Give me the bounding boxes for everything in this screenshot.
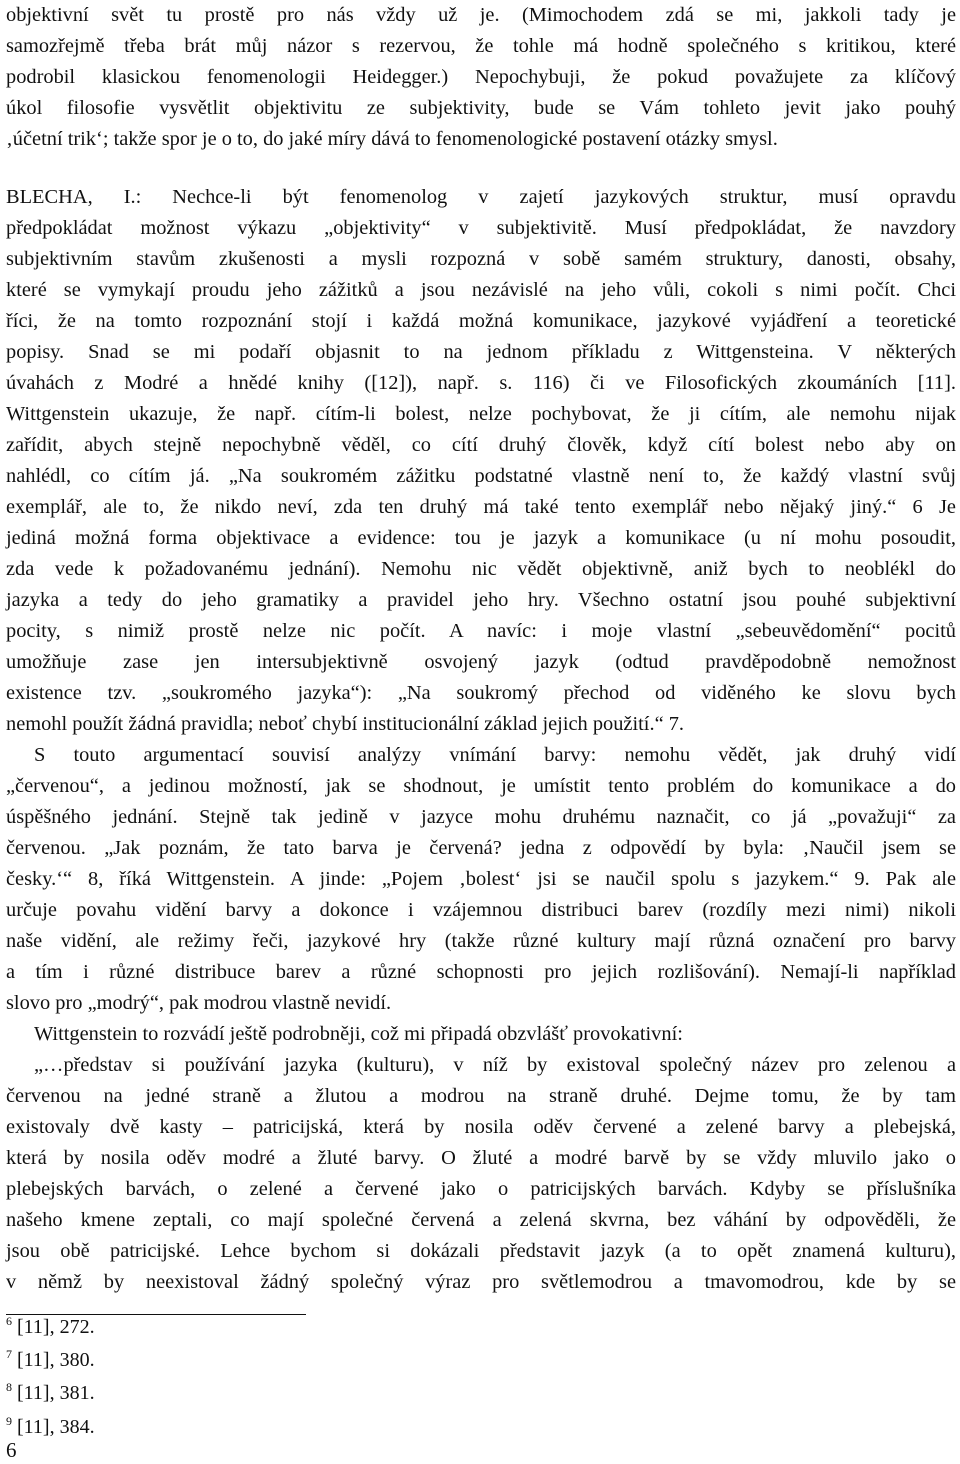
footnote-mark: 7 [6, 1347, 12, 1361]
quote-line: plebejských barvách, o zelené a červené jako o patricijských barvách. Kdyby se příslušníka [6, 1178, 956, 1200]
footnote-mark: 6 [6, 1314, 12, 1328]
text-line: nemohl použít žádná pravidla; neboť chybí institucionální základ jejich použití.“ 7. [6, 713, 685, 735]
text-line: S touto argumentací souvisí analýzy vnímání barvy: nemohu vědět, jak druhý vidí [34, 744, 956, 766]
text-line: zařídit, abych stejně nepochybně věděl, co cítí druhý člověk, když cítí bolest nebo aby on [6, 434, 956, 456]
text-line: BLECHA, I.: Nechce-li být fenomenolog v zajetí jazykových struktur, musí opravdu [6, 186, 956, 208]
text-line: Wittgenstein ukazuje, že např. cítím-li bolest, nelze pochybovat, že ji cítím, ale nemohu nijak [6, 403, 956, 425]
footnote-mark: 8 [6, 1380, 12, 1394]
quote-line: „…představ si používání jazyka (kulturu), v níž by existoval společný název pro zelenou a [34, 1054, 956, 1076]
footnote-mark: 9 [6, 1414, 12, 1428]
text-line: podrobil klasickou fenomenologii Heidegger.) Nepochybuji, že pokud považujete za klíčový [6, 66, 956, 88]
footnote [6, 1415, 95, 1439]
quote-line: jsou obě patricijské. Lehce bychom si dokázali představit jazyk (a to opět znamená kulturu), [6, 1240, 956, 1262]
text-line: česky.‘“ 8, říká Wittgenstein. A jinde: „Pojem ‚bolest‘ jsi se naučil spolu s jazykem.“ 9. Pak ale [6, 868, 956, 890]
text-line: pocity, s nimiž prostě nelze nic počít. A navíc: i moje vlastní „sebeuvědomění“ pocitů [6, 620, 956, 642]
text-line: úvahách z Modré a hnědé knihy ([12]), např. s. 116) či ve Filosofických zkoumáních [11]. [6, 372, 956, 394]
text-line: popisy. Snad se mi podaří objasnit to na jednom příkladu z Wittgensteina. V některých [6, 341, 956, 363]
text-line: zda vede k požadovanému jednání). Nemohu nic vědět objektivně, aniž bych to neoblékl do [6, 558, 956, 580]
text-line: umožňuje zase jen intersubjektivně osvojený jazyk (odtud pravděpodobně nemožnost [6, 651, 956, 673]
text-line: exemplář, ale to, že nikdo neví, zda ten druhý má také tento exemplář nebo nějaký jiný.“ 6 Je [6, 496, 956, 518]
footnote [6, 1315, 95, 1339]
quote-line: v němž by neexistoval žádný společný výraz pro světlemodrou a tmavomodrou, kde by se [6, 1271, 956, 1293]
footnote [6, 1348, 95, 1372]
footnote-text: [11], 272. [17, 1316, 95, 1338]
quote-line: která by nosila oděv modré a žluté barvy. O žluté a modré barvě by se vždy mluvilo jako o [6, 1147, 956, 1169]
text-line: ‚účetní trik‘; takže spor je o to, do jaké míry dává to fenomenologické postavení otázky smysl. [6, 128, 778, 150]
text-line: nahlédl, co cítím já. „Na soukromém zážitku podstatné vlastně není to, že každý vlastní svůj [6, 465, 956, 487]
text-line: slovo pro „modrý“, pak modrou vlastně nevidí. [6, 992, 392, 1014]
text-line: „červenou“, a jedinou možností, jak se shodnout, je umístit tento problém do komunikace a do [6, 775, 956, 797]
text-line: které se vymykají proudu jeho zážitků a jsou nezávislé na jeho vůli, cokoli s nimi počít. Chci [6, 279, 956, 301]
footnote-text: [11], 384. [17, 1416, 95, 1438]
footnote-text: [11], 380. [17, 1349, 95, 1371]
text-line: úkol filosofie vysvětlit objektivitu ze subjektivity, bude se Vám tohleto jevit jako pouhý [6, 97, 956, 119]
text-line: jazyka a tedy do jeho gramatiky a pravidel jeho hry. Všechno ostatní jsou pouhé subjektivní [6, 589, 956, 611]
text-line: objektivní svět tu prostě pro nás vždy už je. (Mimochodem zdá se mi, jakkoli tady je [6, 4, 956, 26]
text-line: jediná možná forma objektivace a evidence: tou je jazyk a komunikace (u ní mohu posoudit, [6, 527, 956, 549]
text-line: existence tzv. „soukromého jazyka“): „Na soukromý přechod od viděného ke slovu bych [6, 682, 956, 704]
footnote-text: [11], 381. [17, 1382, 95, 1404]
text-line: naše vidění, ale režimy řeči, jazykové hry (takže různé kultury mají různá označení pro barvy [6, 930, 956, 952]
text-line: a tím i různé distribuce barev a různé schopnosti pro jejich rozlišování). Nemají-li například [6, 961, 956, 983]
text-line: samozřejmě třeba brát můj názor s rezervou, že tohle má hodně společného s kritikou, které [6, 35, 956, 57]
text-line: Wittgenstein to rozvádí ještě podrobněji, což mi připadá obzvlášť provokativní: [34, 1023, 683, 1045]
text-line: předpokládat možnost výkazu „objektivity“ v subjektivitě. Musí předpokládat, že navzdory [6, 217, 956, 239]
text-line: úspěšného jednání. Stejně tak jedině v jazyce mohu druhému naznačit, co já „považuji“ za [6, 806, 956, 828]
quote-line: našeho kmene zeptali, co mají společné červená a zelená skvrna, bez váhání by odpověděli, že [6, 1209, 956, 1231]
quote-line: červenou na jedné straně a žlutou a modrou na straně druhé. Dejme tomu, že by tam [6, 1085, 956, 1107]
text-line: červenou. „Jak poznám, že tato barva je červená? jedna z odpovědí by byla: ‚Naučil jsem se [6, 837, 956, 859]
footnote [6, 1381, 95, 1405]
quote-line: existovaly dvě kasty – patricijská, která by nosila oděv červené a zelené barvy a plebejská, [6, 1116, 956, 1138]
text-line: určuje povahu vidění barvy a dokonce i vzájemnou distribuci barev (rozdíly mezi nimi) nikoli [6, 899, 956, 921]
text-line: říci, že na tomto rozpoznání stojí i každá možná komunikace, jazykové vyjádření a teoretické [6, 310, 956, 332]
page-number: 6 [6, 1438, 17, 1462]
text-line: subjektivním stavům zkušenosti a mysli rozpozná v sobě samém struktury, danosti, obsahy, [6, 248, 956, 270]
